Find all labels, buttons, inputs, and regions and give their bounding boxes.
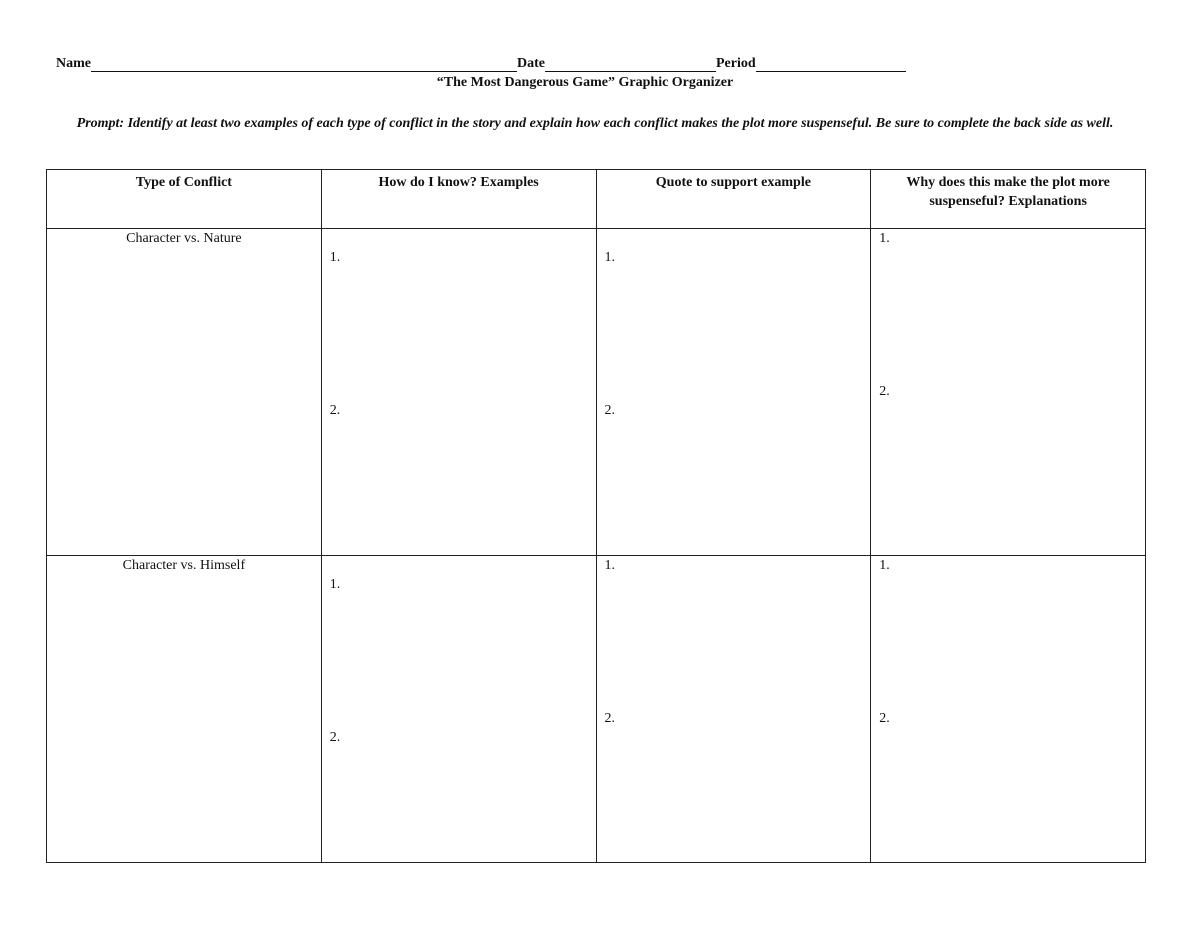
date-field[interactable] — [545, 57, 716, 72]
item-number: 2. — [329, 729, 341, 745]
examples-cell[interactable] — [321, 555, 596, 862]
name-field[interactable] — [91, 57, 517, 72]
conflict-type-cell — [47, 229, 322, 555]
item-number: 2. — [604, 710, 615, 726]
page-title: “The Most Dangerous Game” Graphic Organizer — [436, 75, 734, 90]
item-number: 2. — [604, 403, 615, 419]
item-number: 1. — [329, 250, 341, 266]
item-number: 2. — [879, 384, 890, 400]
explanations-cell[interactable] — [871, 555, 1146, 862]
column-header-explanations: Why does this make the plot more suspenseful? Explanations — [871, 170, 1146, 229]
column-header-quote: Quote to support example — [596, 170, 871, 229]
name-label: Name — [56, 56, 91, 71]
examples-cell[interactable] — [321, 229, 596, 555]
quote-cell[interactable] — [596, 229, 871, 555]
date-label: Date — [517, 56, 545, 71]
prompt-text: Prompt: Identify at least two examples of each type of conflict in the story and explain how each conflict makes the plot more suspenseful. Be sure to complete the back side as well. — [76, 116, 1114, 131]
item-number: 1. — [879, 231, 890, 247]
table-header-row — [47, 170, 1146, 229]
item-number: 1. — [604, 250, 615, 266]
column-header-type: Type of Conflict — [47, 170, 322, 229]
student-info-line — [56, 56, 936, 72]
item-number: 1. — [879, 557, 890, 573]
period-label: Period — [716, 56, 756, 71]
item-number: 1. — [329, 576, 341, 592]
table-row — [47, 229, 1146, 555]
item-number: 2. — [329, 403, 341, 419]
conflict-type-label: Character vs. Himself — [122, 557, 246, 573]
conflict-type-cell — [47, 555, 322, 862]
table-row — [47, 555, 1146, 862]
item-number: 1. — [604, 557, 615, 573]
conflict-type-label: Character vs. Nature — [126, 231, 242, 247]
item-number: 2. — [879, 710, 890, 726]
column-header-examples: How do I know? Examples — [321, 170, 596, 229]
period-field[interactable] — [756, 57, 906, 72]
graphic-organizer-table — [46, 169, 1146, 863]
quote-cell[interactable] — [596, 555, 871, 862]
explanations-cell[interactable] — [871, 229, 1146, 555]
